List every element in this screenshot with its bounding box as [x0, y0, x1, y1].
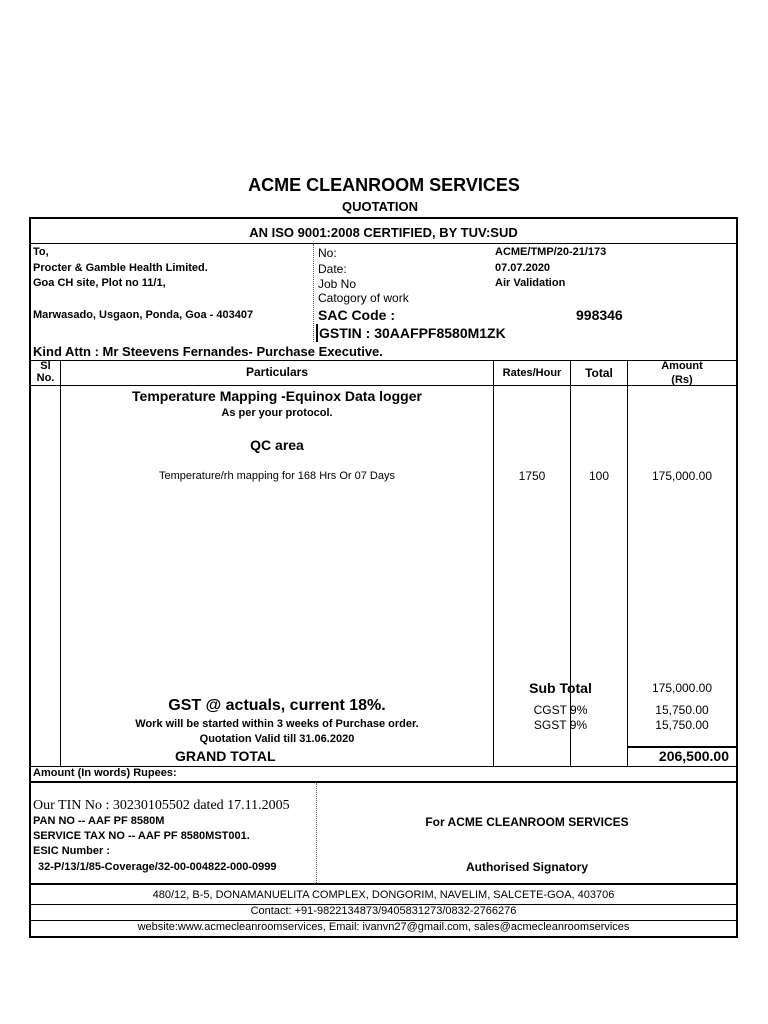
service-tax-number: SERVICE TAX NO -- AAF PF 8580MST001. — [33, 830, 250, 842]
tin-number: Our TIN No : 30230105502 dated 17.11.2005 — [33, 798, 290, 813]
sgst-label: SGST 9% — [533, 718, 588, 732]
office-address: 480/12, B-5, DONAMANUELITA COMPLEX, DONGORIM, NAVELIM, SALCETE-GOA, 403706 — [152, 889, 615, 901]
line-item-total: 100 — [588, 469, 610, 483]
cgst-value: 15,750.00 — [655, 703, 709, 717]
frame-top — [29, 217, 738, 219]
kind-attention: Kind Attn : Mr Steevens Fernandes- Purchase Executive. — [33, 344, 383, 359]
subtotal-label: Sub Total — [529, 680, 592, 696]
grand-total-label: GRAND TOTAL — [175, 748, 276, 764]
work-start-note: Work will be started within 3 weeks of Purchase order. — [135, 718, 419, 730]
col-header-amount-1: Amount — [661, 360, 703, 372]
frame-left — [29, 217, 31, 938]
job-no-value: Air Validation — [495, 277, 566, 289]
grand-total-value: 206,500.00 — [658, 748, 729, 764]
col-header-sl-1: Sl — [40, 360, 51, 372]
quotation-no-value: ACME/TMP/20-21/173 — [495, 246, 607, 258]
job-no-label: Job No — [318, 277, 357, 291]
sac-code-label: SAC Code : — [318, 307, 395, 323]
for-company: For ACME CLEANROOM SERVICES — [425, 815, 629, 829]
amount-in-words-label: Amount (In words) Rupees: — [33, 767, 177, 779]
item-heading: Temperature Mapping -Equinox Data logger — [132, 388, 422, 404]
line-item-description: Temperature/rh mapping for 168 Hrs Or 07 Days — [159, 470, 395, 482]
gstin-marker — [316, 324, 318, 342]
item-subheading: As per your protocol. — [221, 407, 333, 419]
date-label: Date: — [318, 262, 347, 276]
col-header-rate: Rates/Hour — [502, 367, 562, 379]
meta-divider — [313, 244, 314, 342]
website-email: website:www.acmecleanroomservices, Email: ivanvn27@gmail.com, sales@acmecleanroomservices — [137, 921, 630, 933]
date-value: 07.07.2020 — [495, 262, 551, 274]
client-address-1: Goa CH site, Plot no 11/1, — [33, 277, 166, 289]
col-header-amount — [628, 359, 736, 387]
authorised-signatory: Authorised Signatory — [465, 860, 588, 874]
esic-label: ESIC Number : — [33, 845, 111, 857]
cgst-label: CGST 9% — [533, 703, 588, 717]
line-item-amount: 175,000.00 — [651, 469, 713, 483]
category-label: Catogory of work — [318, 291, 409, 305]
frame-bottom — [29, 936, 738, 938]
pan-number: PAN NO -- AAF PF 8580M — [33, 815, 165, 827]
subtotal-value: 175,000.00 — [651, 681, 713, 695]
divider-cert — [29, 243, 738, 244]
words-bottom-border — [29, 781, 738, 783]
certification-line: AN ISO 9001:2008 CERTIFIED, BY TUV:SUD — [249, 225, 518, 240]
esic-number: 32-P/13/1/85-Coverage/32-00-004822-000-0999 — [38, 861, 277, 873]
sgst-value: 15,750.00 — [655, 718, 709, 732]
client-name: Procter & Gamble Health Limited. — [33, 262, 208, 274]
col-header-particulars: Particulars — [245, 365, 309, 379]
sac-code-value: 998346 — [576, 307, 623, 323]
col-header-sl — [31, 360, 60, 384]
col-header-sl-2: No. — [36, 372, 55, 384]
frame-right — [736, 217, 738, 938]
gstin: GSTIN : 30AAFPF8580M1ZK — [319, 325, 506, 341]
company-title: ACME CLEANROOM SERVICES — [248, 175, 520, 195]
document-type: QUOTATION — [341, 199, 419, 214]
to-label: To, — [33, 246, 49, 258]
line-item-rate: 1750 — [518, 469, 546, 483]
validity-note: Quotation Valid till 31.06.2020 — [199, 733, 355, 745]
client-address-2: Marwasado, Usgaon, Ponda, Goa - 403407 — [33, 309, 254, 321]
col-header-amount-2: (Rs) — [671, 374, 693, 386]
address-top-border — [29, 883, 738, 885]
area-label: QC area — [250, 437, 304, 453]
quotation-no-label: No: — [318, 246, 337, 260]
contact-numbers: Contact: +91-9822134873/9405831273/0832-2766276 — [250, 905, 517, 917]
gst-note: GST @ actuals, current 18%. — [168, 697, 386, 714]
col-header-total: Total — [585, 366, 613, 380]
